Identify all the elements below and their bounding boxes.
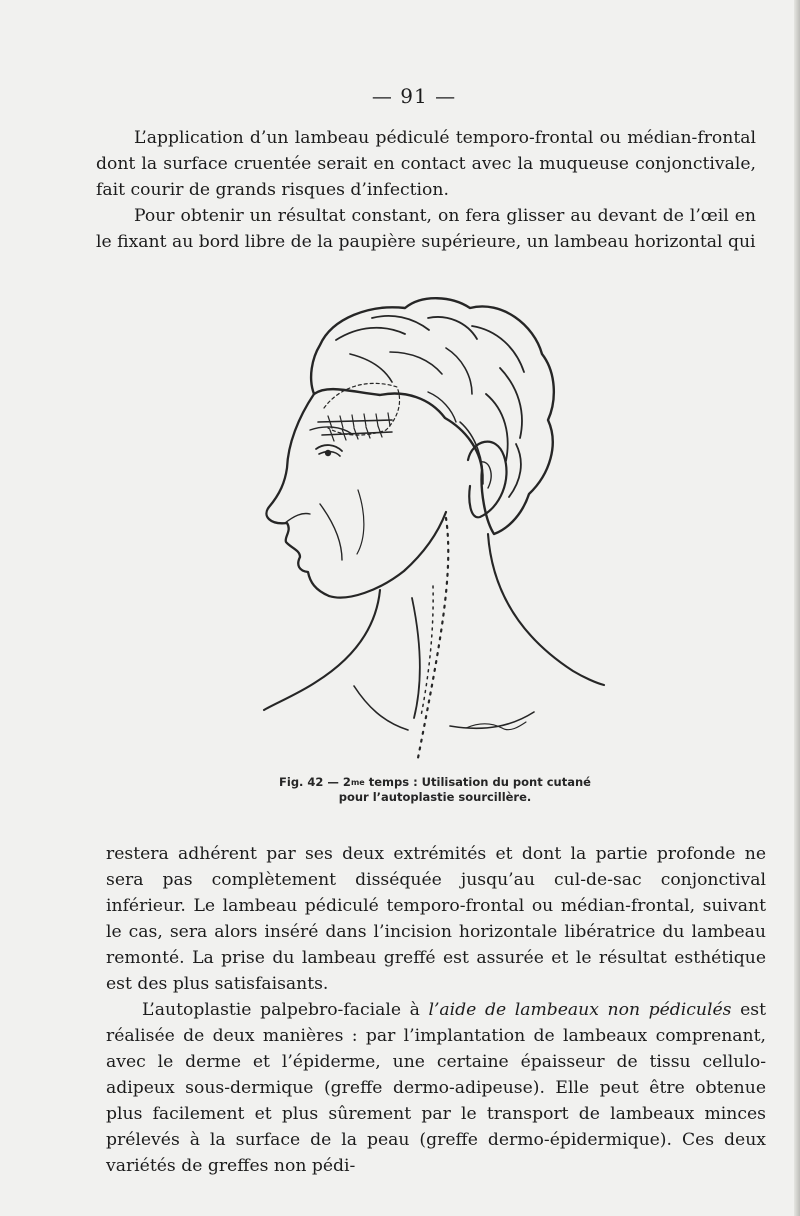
bottom-text-block (106, 841, 766, 1179)
paragraph-4 (106, 997, 766, 1179)
paragraph-4-emphasis: l’aide de lambeaux non pédiculés (428, 1000, 732, 1020)
caption-suffix: temps : Utilisation du pont cutané (364, 775, 591, 789)
top-text-block (96, 125, 756, 255)
paragraph-1: L’application d’un lambeau pédiculé temporo-frontal ou médian-frontal dont la surface cruentée serait en contact avec la muqueuse conjonctivale, fait courir de grands risques d’infection. (96, 128, 756, 200)
figure-caption (270, 775, 600, 805)
paragraph-4-part-1: L’autoplastie palpebro-faciale à (142, 1000, 429, 1020)
paragraph-4-part-2: est réalisée de deux manières : par l’implantation de lambeaux comprenant, avec le derme et l’épiderme, une certaine épaisseur de tissu cellulo-adipeux sous-dermique (greffe dermo-adipeuse). Elle peut être obtenue plus facilement et plus sûrement par le transport de lambeaux minces prélevés à la surface de la peau (greffe dermo-épidermique). Ces deux variétés de greffes non pédi- (106, 1000, 766, 1176)
paragraph-2: Pour obtenir un résultat constant, on fera glisser au devant de l’œil en le fixant au bord libre de la paupière supérieure, un lambeau horizontal qui (96, 206, 756, 252)
page-number: — 91 — (371, 84, 457, 108)
caption-line-2: pour l’autoplastie sourcillère. (338, 790, 532, 804)
paragraph-3: restera adhérent par ses deux extrémités et dont la partie profonde ne sera pas complètement disséquée jusqu’au cul-de-sac conjonctival inférieur. Le lambeau pédiculé temporo-frontal ou médian-frontal, suivant le cas, sera alors inséré dans l’incision horizontale libératrice du lambeau remonté. La prise du lambeau greffé est assurée et le résultat esthétique est des plus satisfaisants. (106, 844, 766, 994)
figure-illustration (240, 290, 630, 765)
page-edge (794, 0, 800, 1216)
caption-prefix: Fig. 42 — 2 (279, 775, 351, 789)
caption-superscript: me (350, 778, 365, 787)
head-profile-illustration (240, 290, 630, 765)
caption-line-1 (279, 775, 591, 789)
